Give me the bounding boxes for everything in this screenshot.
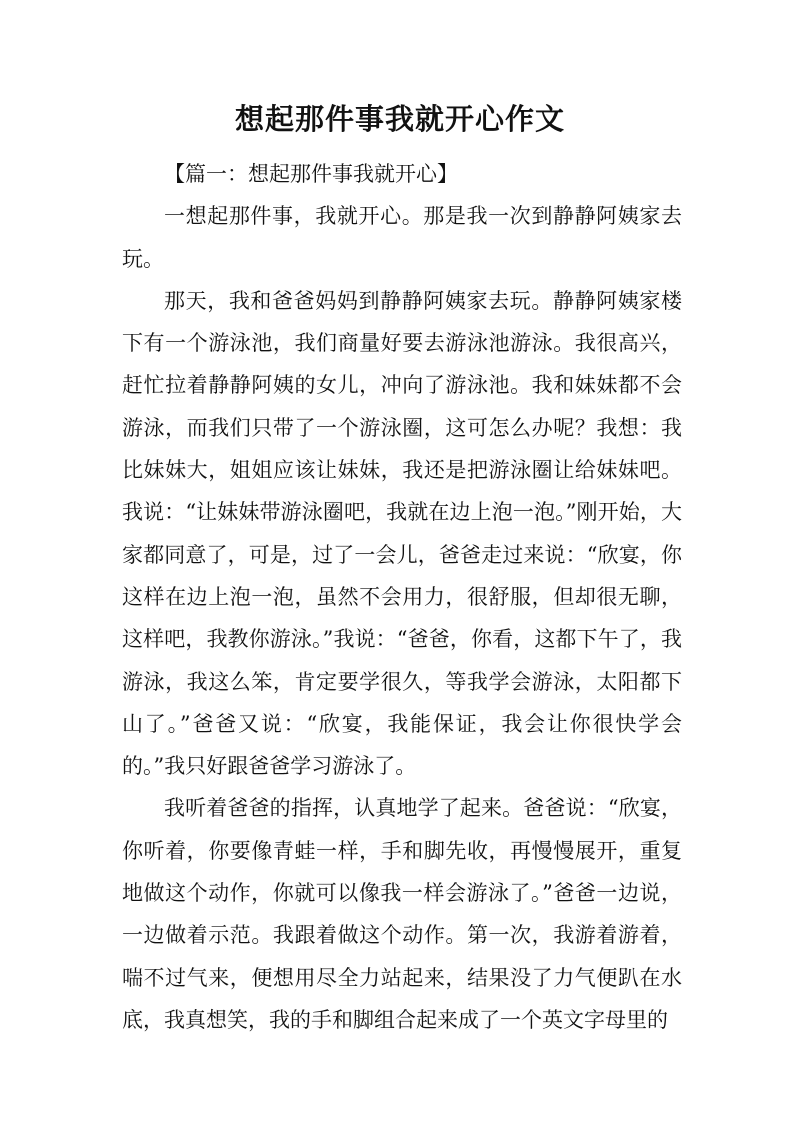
document-title: 想起那件事我就开心作文: [234, 102, 565, 136]
paragraph-1: 一想起那件事，我就开心。那是我一次到静静阿姨家去玩。: [122, 204, 682, 271]
document-body: [122, 153, 682, 1041]
paragraph-2: 那天，我和爸爸妈妈到静静阿姨家去玩。静静阿姨家楼下有一个游泳池，我们商量好要去游泳池游泳。我很高兴，赶忙拉着静静阿姨的女儿，冲向了游泳池。我和妹妹都不会游泳，而我们只带了一个游泳圈，这可怎么办呢？我想：我比妹妹大，姐姐应该让妹妹，我还是把游泳圈让给妹妹吧。我说：“让妹妹带游泳圈吧，我就在边上泡一泡。”刚开始，大家都同意了，可是，过了一会儿，爸爸走过来说：“欣宴，你这样在边上泡一泡，虽然不会用力，很舒服，但却很无聊，这样吧，我教你游泳。”我说：“爸爸，你看，这都下午了，我游泳，我这么笨，肯定要学很久，等我学会游泳，太阳都下山了。”爸爸又说：“欣宴，我能保证，我会让你很快学会的。”我只好跟爸爸学习游泳了。: [122, 288, 682, 779]
paragraph-3: 我听着爸爸的指挥，认真地学了起来。爸爸说：“欣宴，你听着，你要像青蛙一样，手和脚先收，再慢慢展开，重复地做这个动作，你就可以像我一样会游泳了。”爸爸一边说，一边做着示范。我跟着做这个动作。第一次，我游着游着，喘不过气来，便想用尽全力站起来，结果没了力气便趴在水底，我真想笑，我的手和脚组合起来成了一个英文字母里的: [122, 796, 682, 1032]
section-heading: 【篇一：想起那件事我就开心】: [164, 162, 458, 186]
